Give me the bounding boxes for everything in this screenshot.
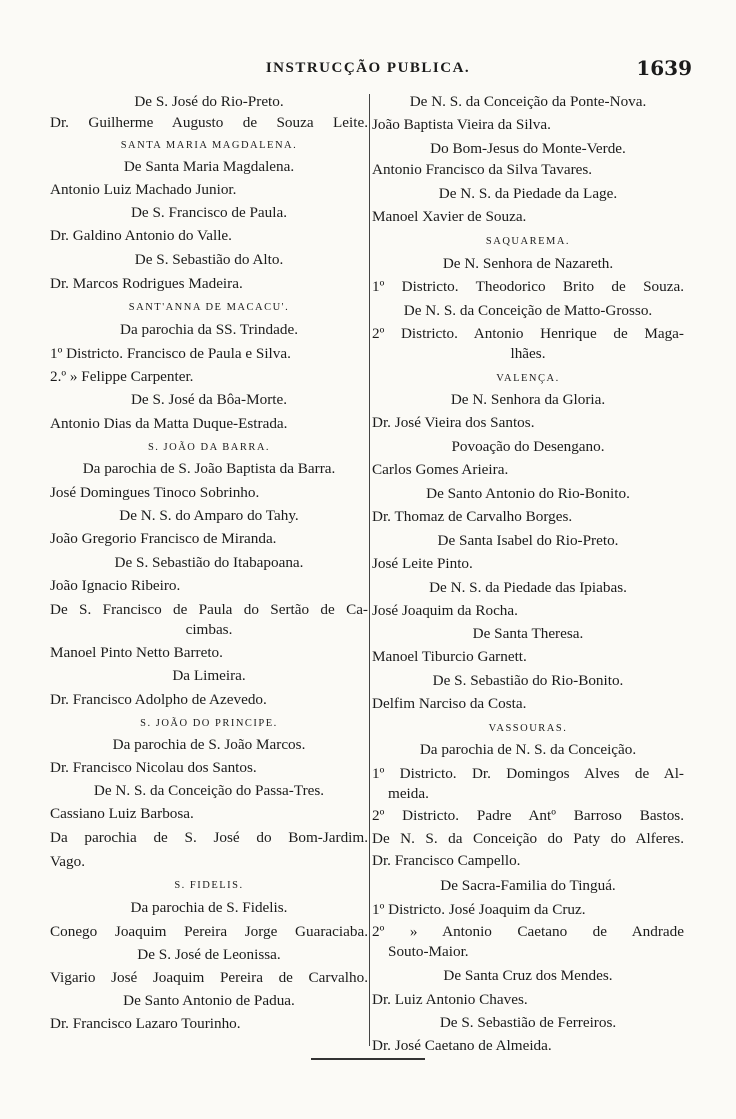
teacher-entry: Dr. Guilherme Augusto de Souza Leite.: [50, 114, 368, 131]
parish-heading: De N. S. da Conceição de Matto-Grosso.: [403, 302, 653, 319]
municipality-heading: SANTA MARIA MAGDALENA.: [120, 140, 298, 151]
teacher-entry: 2.º » Felippe Carpenter.: [50, 368, 194, 385]
parish-heading: De Santa Isabel do Rio-Preto.: [437, 532, 619, 549]
parish-heading: De S. José de Leonissa.: [137, 946, 281, 963]
teacher-entry: Vigario José Joaquim Pereira de Carvalho.: [50, 969, 368, 986]
parish-heading: De Santa Maria Magdalena.: [123, 158, 295, 175]
municipality-heading: SAQUAREMA.: [485, 236, 571, 247]
teacher-entry-continued: lhães.: [510, 345, 546, 362]
teacher-entry: Dr. Francisco Adolpho de Azevedo.: [50, 691, 267, 708]
parish-heading: Da parochia de S. José do Bom-Jardim.: [50, 829, 368, 846]
municipality-heading: S. JOÃO DO PRINCIPE.: [140, 718, 278, 729]
teacher-entry: Manoel Tiburcio Garnett.: [372, 648, 527, 665]
teacher-entry: Dr. José Caetano de Almeida.: [372, 1037, 552, 1054]
teacher-entry: Dr. Marcos Rodrigues Madeira.: [50, 275, 243, 292]
parish-heading: Da parochia da SS. Trindade.: [119, 321, 298, 338]
parish-heading: De N. S. da Piedade das Ipiabas.: [429, 579, 627, 596]
teacher-entry: Manoel Pinto Netto Barreto.: [50, 644, 223, 661]
teacher-entry: Dr. José Vieira dos Santos.: [372, 414, 535, 431]
parish-heading: De Santo Antonio do Rio-Bonito.: [426, 485, 630, 502]
right-column: [372, 92, 684, 1054]
bottom-rule: [311, 1058, 425, 1060]
teacher-entry: 1º Districto. José Joaquim da Cruz.: [372, 901, 586, 918]
teacher-entry: Conego Joaquim Pereira Jorge Guaraciaba.: [50, 923, 368, 940]
parish-heading: De N. S. da Conceição do Paty do Alferes.: [372, 830, 684, 847]
municipality-heading: SANT'ANNA DE MACACU'.: [128, 302, 290, 313]
teacher-entry: Vago.: [50, 853, 86, 870]
teacher-entry: 2º Districto. Padre Antº Barroso Bastos.: [372, 807, 684, 824]
teacher-entry: Cassiano Luiz Barbosa.: [50, 805, 194, 822]
municipality-heading: S. JOÃO DA BARRA.: [147, 442, 271, 453]
teacher-entry: João Baptista Vieira da Silva.: [372, 116, 551, 133]
teacher-entry: Dr. Francisco Lazaro Tourinho.: [50, 1015, 241, 1032]
teacher-entry: Dr. Francisco Campello.: [372, 852, 521, 869]
parish-heading: De S. Sebastião do Rio-Bonito.: [432, 672, 624, 689]
teacher-entry: 2º Districto. Antonio Henrique de Maga-: [372, 325, 684, 342]
teacher-entry: 1º Districto. Francisco de Paula e Silva.: [50, 345, 291, 362]
parish-heading-continued: cimbas.: [185, 621, 233, 638]
teacher-entry: 1º Districto. Dr. Domingos Alves de Al-: [372, 765, 684, 782]
municipality-heading: S. FIDELIS.: [174, 880, 244, 891]
teacher-entry: 2º » Antonio Caetano de Andrade: [372, 923, 684, 940]
teacher-entry: Dr. Luiz Antonio Chaves.: [372, 991, 528, 1008]
parish-heading: De Santa Cruz dos Mendes.: [443, 967, 613, 984]
teacher-entry: Dr. Thomaz de Carvalho Borges.: [372, 508, 573, 525]
parish-heading: De Sacra-Familia do Tinguá.: [440, 877, 616, 894]
parish-heading: De S. Sebastião do Alto.: [134, 251, 284, 268]
teacher-entry: Antonio Dias da Matta Duque-Estrada.: [50, 415, 288, 432]
parish-heading: Da parochia de S. João Baptista da Barra.: [82, 460, 336, 477]
parish-heading: Do Bom-Jesus do Monte-Verde.: [430, 140, 626, 157]
parish-heading: De N. Senhora de Nazareth.: [442, 255, 614, 272]
teacher-entry: 1º Districto. Theodorico Brito de Souza.: [372, 278, 684, 295]
parish-heading: De N. S. do Amparo do Tahy.: [119, 507, 299, 524]
parish-heading: De S. Francisco de Paula.: [130, 204, 288, 221]
parish-heading: De S. Sebastião do Itabapoana.: [114, 554, 304, 571]
teacher-entry: Dr. Galdino Antonio do Valle.: [50, 227, 232, 244]
parish-heading: De S. Francisco de Paula do Sertão de Ca-: [50, 601, 368, 618]
parish-heading: De N. S. da Conceição da Ponte-Nova.: [409, 93, 647, 110]
parish-heading: De N. S. da Conceição do Passa-Tres.: [93, 782, 325, 799]
teacher-entry: Antonio Francisco da Silva Tavares.: [372, 161, 593, 178]
parish-heading: De S. José do Rio-Preto.: [134, 93, 284, 110]
parish-heading: De N. S. da Piedade da Lage.: [438, 185, 618, 202]
parish-heading: De Santo Antonio de Padua.: [123, 992, 295, 1009]
parish-heading: De S. José da Bôa-Morte.: [130, 391, 288, 408]
teacher-entry: Dr. Francisco Nicolau dos Santos.: [50, 759, 257, 776]
teacher-entry: João Ignacio Ribeiro.: [50, 577, 181, 594]
parish-heading: De Santa Theresa.: [472, 625, 584, 642]
municipality-heading: VASSOURAS.: [488, 723, 568, 734]
teacher-entry: José Leite Pinto.: [372, 555, 473, 572]
left-column: [50, 92, 368, 1047]
teacher-entry: João Gregorio Francisco de Miranda.: [50, 530, 277, 547]
column-divider: [369, 94, 370, 1046]
teacher-entry: José Joaquim da Rocha.: [372, 602, 518, 619]
page-header: [0, 56, 736, 86]
parish-heading: De N. Senhora da Gloria.: [450, 391, 606, 408]
teacher-entry: José Domingues Tinoco Sobrinho.: [50, 484, 260, 501]
teacher-entry: Carlos Gomes Arieira.: [372, 461, 509, 478]
parish-heading: De S. Sebastião de Ferreiros.: [439, 1014, 617, 1031]
teacher-entry-continued: Souto-Maior.: [388, 943, 469, 960]
page-title: INSTRUCÇÃO PUBLICA.: [265, 60, 471, 76]
parish-heading: Povoação do Desengano.: [451, 438, 605, 455]
teacher-entry: Antonio Luiz Machado Junior.: [50, 181, 237, 198]
teacher-entry: Delfim Narciso da Costa.: [372, 695, 527, 712]
page-number: 1639: [636, 56, 692, 80]
teacher-entry: Manoel Xavier de Souza.: [372, 208, 527, 225]
municipality-heading: VALENÇA.: [496, 373, 560, 384]
parish-heading: Da Limeira.: [172, 667, 246, 684]
parish-heading: Da parochia de N. S. da Conceição.: [419, 741, 637, 758]
parish-heading: Da parochia de S. João Marcos.: [112, 736, 306, 753]
teacher-entry-continued: meida.: [388, 785, 429, 802]
parish-heading: Da parochia de S. Fidelis.: [130, 899, 288, 916]
